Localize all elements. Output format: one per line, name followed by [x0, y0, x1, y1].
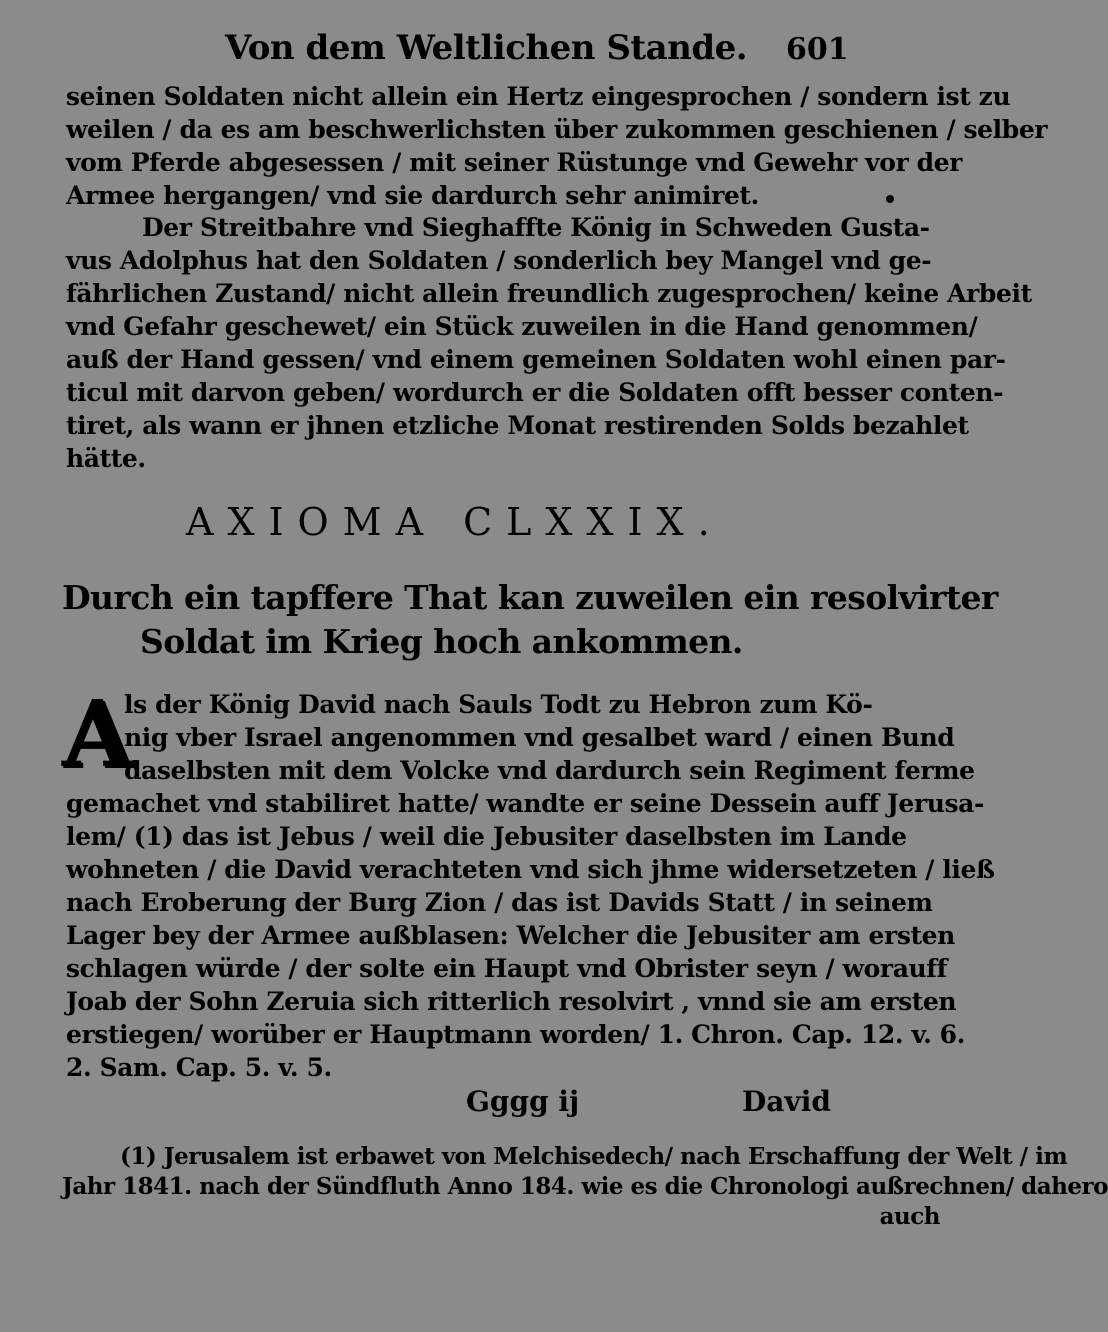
text-line: Der Streitbahre vnd Sieghaffte König in Schweden Gusta- [142, 213, 930, 242]
text-line: nig vber Israel angenommen vnd gesalbet ward / einen Bund [124, 723, 955, 752]
text-line: schlagen würde / der solte ein Haupt vnd Obrister seyn / worauff [66, 954, 947, 983]
text-line: vom Pferde abgesessen / mit seiner Rüstunge vnd Gewehr vor der [66, 148, 963, 177]
footnote [62, 1142, 1108, 1232]
heading-line: Durch ein tapffere That kan zuweilen ein resolvirter [62, 578, 998, 617]
text-line: lem/ (1) das ist Jebus / weil die Jebusiter daselbsten im Lande [66, 822, 907, 851]
text-line: ticul mit darvon geben/ wordurch er die Soldaten offt besser conten- [66, 378, 1004, 407]
heading-line: Soldat im Krieg hoch ankommen. [140, 622, 743, 661]
axiom-heading [62, 576, 998, 664]
paragraph-1 [66, 80, 1048, 212]
text-line: tiret, als wann er jhnen etzliche Monat restirenden Solds bezahlet [66, 411, 969, 440]
footnote-line: Jahr 1841. nach der Sündfluth Anno 184. wie es die Chronologi außrechnen/ dahero [62, 1173, 1108, 1200]
page-number: 601 [786, 32, 849, 67]
text-line: ls der König David nach Sauls Todt zu Hebron zum Kö- [124, 690, 873, 719]
text-line: hätte. [66, 444, 146, 473]
ink-speck [886, 195, 894, 203]
running-head: Von dem Weltlichen Stande. [225, 28, 748, 68]
text-line: erstiegen/ worüber er Hauptmann worden/ 1. Chron. Cap. 12. v. 6. [66, 1020, 965, 1049]
signature-mark: Gggg ij [466, 1085, 580, 1118]
text-line: gemachet vnd stabiliret hatte/ wandte er seine Dessein auff Jerusa- [66, 789, 984, 818]
text-line: vus Adolphus hat den Soldaten / sonderlich bey Mangel vnd ge- [66, 246, 932, 275]
drop-cap: A [62, 680, 134, 788]
text-line: Lager bey der Armee außblasen: Welcher die Jebusiter am ersten [66, 921, 955, 950]
text-line: daselbsten mit dem Volcke vnd dardurch sein Regiment ferme [124, 756, 975, 785]
text-line: Armee hergangen/ vnd sie dardurch sehr animiret. [66, 181, 759, 210]
footnote-catchword: auch [879, 1203, 940, 1230]
text-line: auß der Hand gessen/ vnd einem gemeinen Soldaten wohl einen par- [66, 345, 1006, 374]
footnote-line: (1) Jerusalem ist erbawet von Melchisedech/ nach Erschaffung der Welt / im [120, 1143, 1068, 1170]
text-line: nach Eroberung der Burg Zion / das ist Davids Statt / in seinem [66, 888, 933, 917]
text-line: vnd Gefahr geschewet/ ein Stück zuweilen in die Hand genommen/ [66, 312, 978, 341]
text-line: weilen / da es am beschwerlichsten über zukommen geschienen / selber [66, 115, 1048, 144]
text-line: 2. Sam. Cap. 5. v. 5. [66, 1053, 332, 1082]
text-line: wohneten / die David verachteten vnd sich jhme widersetzeten / ließ [66, 855, 995, 884]
catchword: David [742, 1085, 831, 1118]
paragraph-2 [66, 211, 1032, 475]
text-line: fährlichen Zustand/ nicht allein freundlich zugesprochen/ keine Arbeit [66, 279, 1032, 308]
paragraph-3 [66, 688, 995, 1084]
text-line: seinen Soldaten nicht allein ein Hertz eingesprochen / sondern ist zu [66, 82, 1011, 111]
text-line: Joab der Sohn Zeruia sich ritterlich resolvirt , vnnd sie am ersten [66, 987, 957, 1016]
axioma-title: AXIOMA CLXXIX. [186, 500, 724, 544]
